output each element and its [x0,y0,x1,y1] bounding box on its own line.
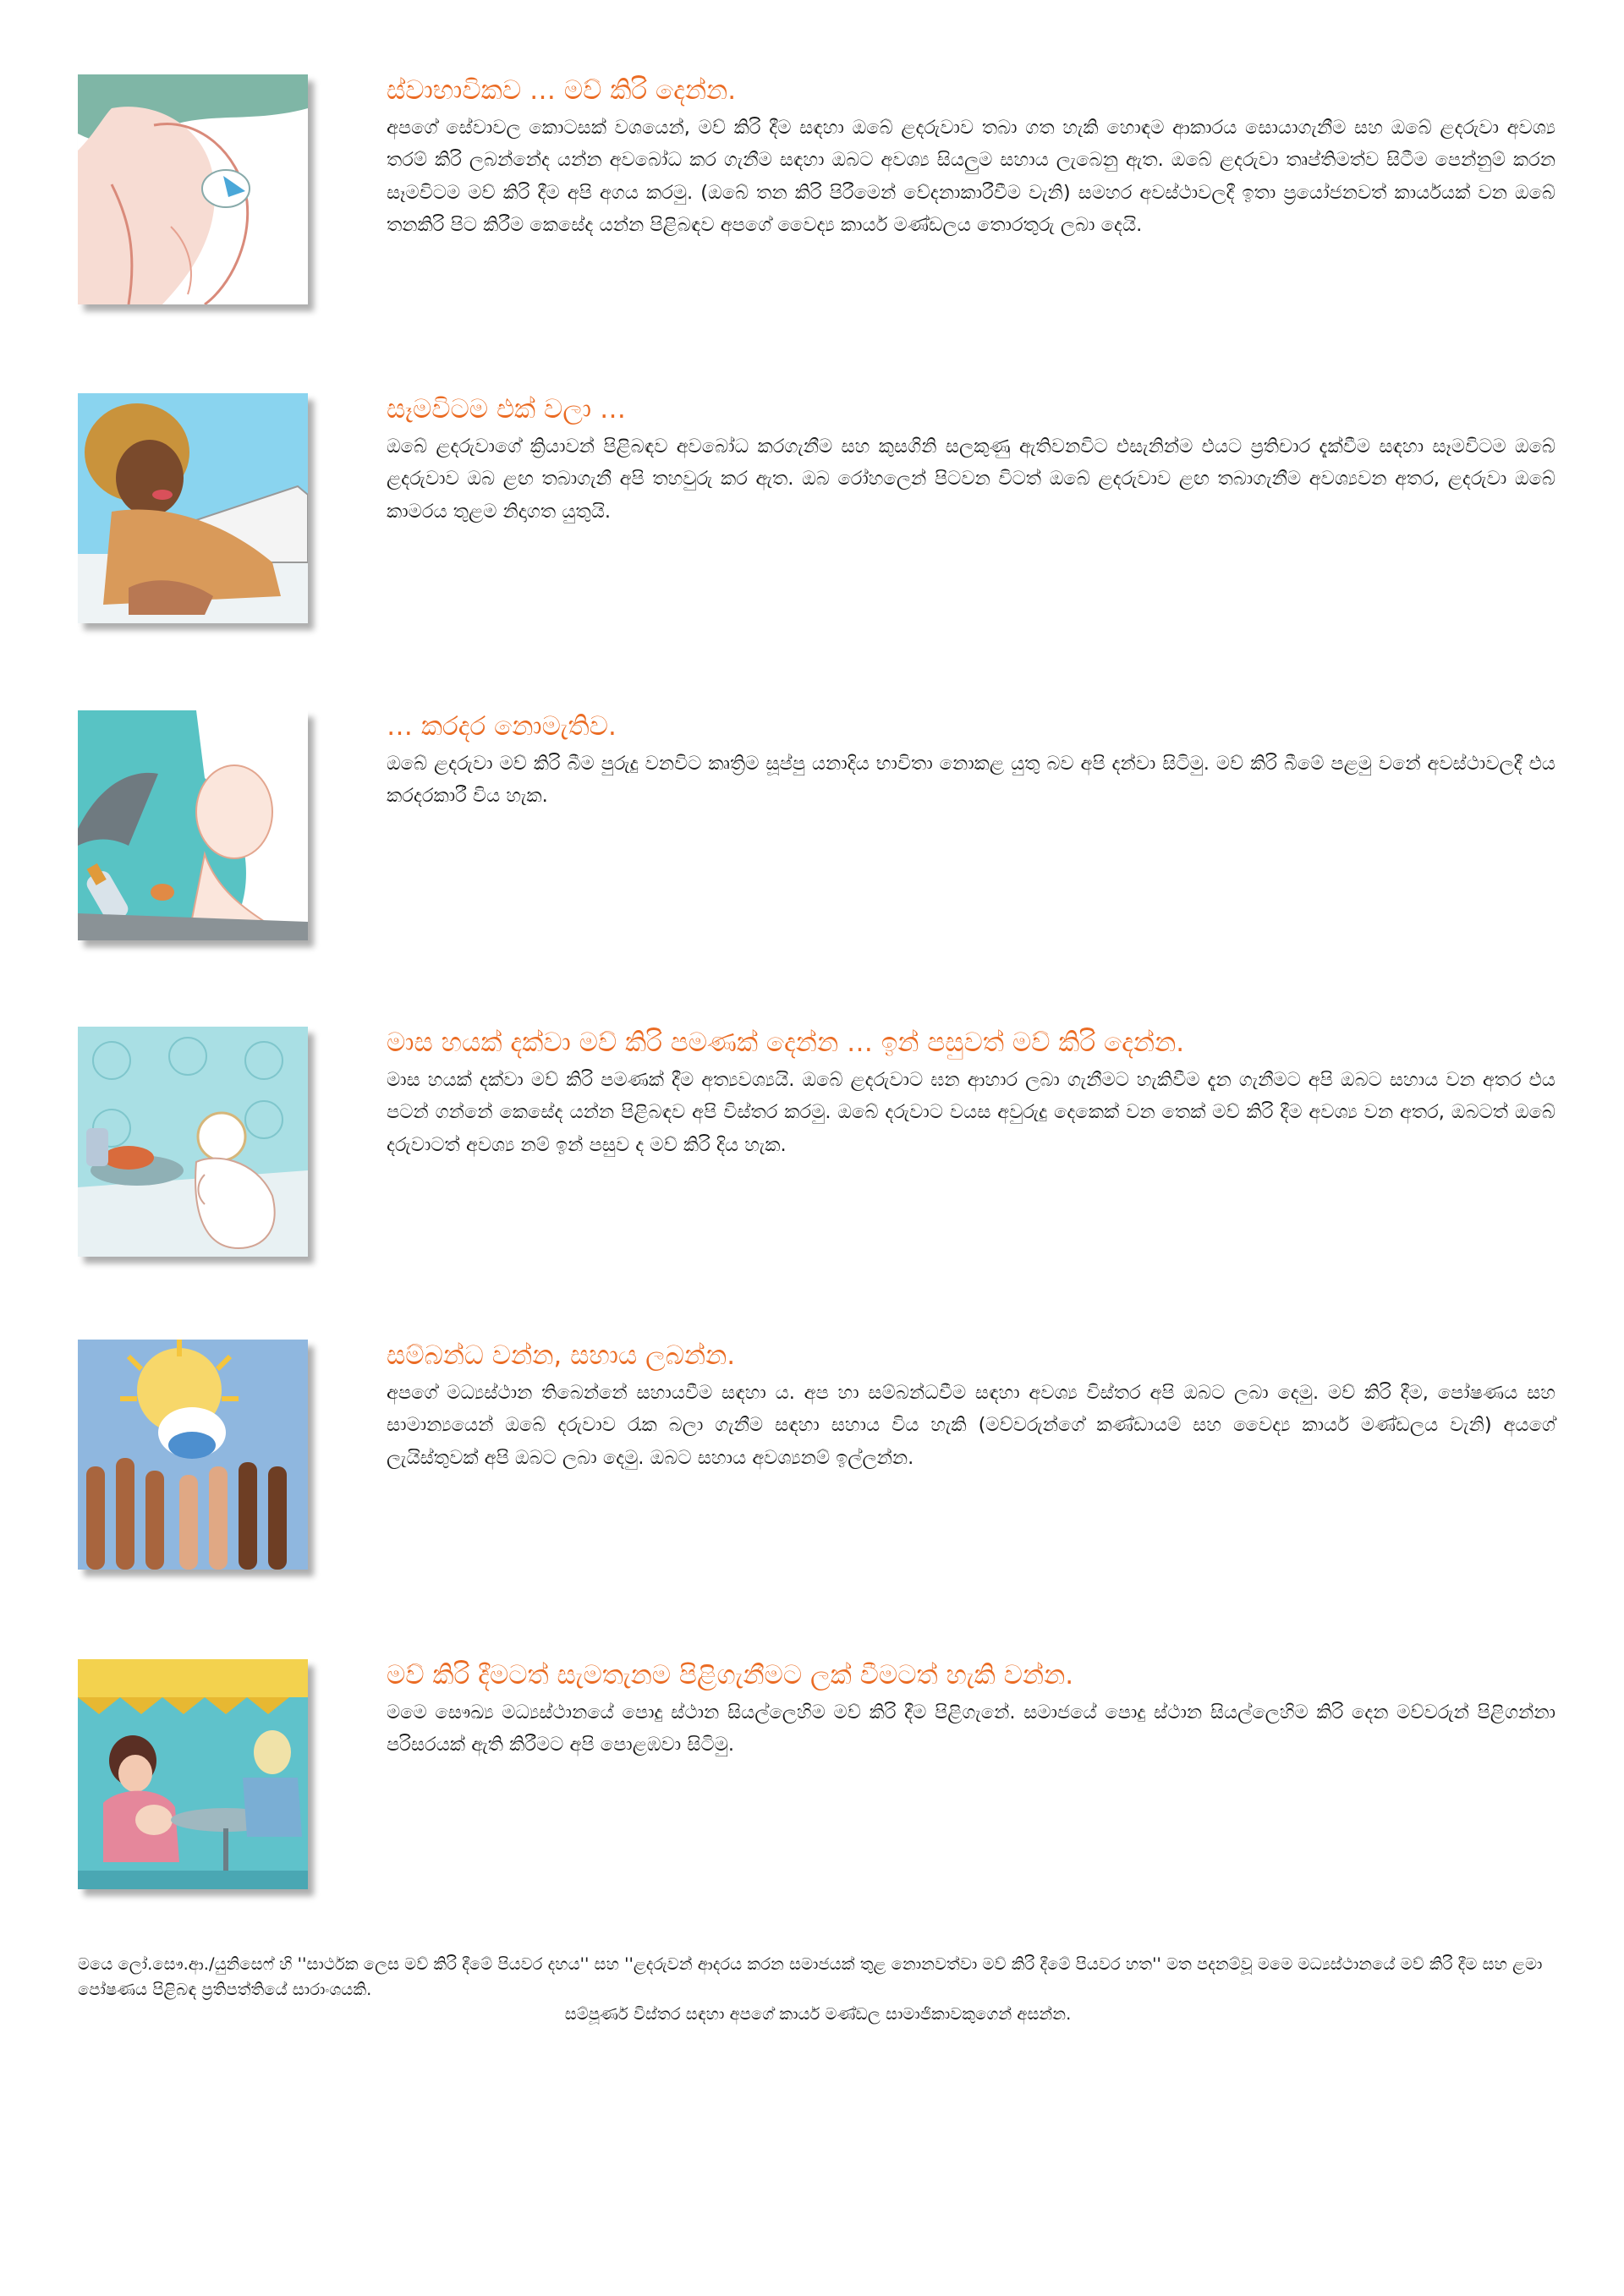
section-body: මාස හයක් දක්වා මව් කිරි පමණක් දීම අත්‍යවශ්‍යයි. ඔබේ ළදරුවාට ඝන ආහාර ලබා ගැනීමට හැකිවීම දැන ගැනීමට අපි ඔබට සහාය වන අතර එය පටන් ගන්නේ කෙසේද යන්න පිළිබඳව අපි විස්තර කරමු. ඔබේ දරුවාට වයස අවුරුදු දෙකෙක් වන තෙක් මව් කිරි දීම අවශ්‍ය වන අතර, ඔබටත් ඔබේ දරුවාටත් අවශ්‍ය නම් ඉන් පසුව ද මව් කිරි දිය හැක. [387,1069,1555,1156]
section-body: අපගේ සේවාවල කොටසක් වශයෙන්, මව් කිරි දීම සඳහා ඔබේ ළදරුවාව තබා ගත හැකි හොඳම ආකාරය සොයාගැනීම සහ ඔබේ ළදරුවා අවශ්‍ය තරම් කිරි ලබන්නේද යන්න අවබෝධ කර ගැනීම සඳහා ඔබට අවශ්‍ය සියලුම සහාය ලැබෙනු ඇත. ඔබේ ළදරුවා තෘප්තිමත්ව සිටීම පෙන්නුම් කරන සෑමවිටම මව් කිරි දීම අපි අගය කරමු. (ඔබේ තන කිරි පිරීමෙන් වේදනාකාරීවීම වැනි) සමහර අවස්ථාවලදී ඉතා ප්‍රයෝජනවත් කාර්යයක් වන ඔබේ තනකිරි පිට කිරීම කෙසේද යන්න පිළිබඳව අපගේ වෛද්‍ය කාර්ය මණ්ඩලය තොරතුරු ලබා දෙයි. [387,117,1555,237]
section-text [387,1659,1555,1762]
section-title: සෑමවිටම එක් වලා … [387,394,626,425]
breastfeeding-illustration [78,74,308,304]
baby-solid-food-illustration [78,1027,308,1257]
section-title: … කරදර නොමැතිව. [387,711,617,742]
section-title: මාස හයක් දක්වා මව් කිරි පමණක් දෙන්න … ඉන් පසුවත් මව් කිරි දෙන්න. [387,1027,1185,1058]
community-support-illustration [78,1340,308,1570]
baby-bottle-illustration [78,710,308,940]
section-text [387,710,1555,813]
mother-sleeping-illustration [78,393,308,623]
section-text [387,393,1555,528]
section-text [387,1340,1555,1474]
section-body: ඔබේ ළදරුවාගේ ක්‍රියාවන් පිළිබඳව අවබෝධ කරගැනීම සහ කුසගිනි සලකුණු ඇතිවනවිට එසැනින්ම එයට ප්‍රතිචාර දැක්වීම සඳහා සෑමවිටම ඔබේ ළදරුවාව ඔබ ළඟ තබාගැනී අපි තහවුරු කර ඇත. ඔබ රෝහලෙන් පිටවන විටත් ඔබේ ළදරුවාව ළඟ තබාගැනීම අවශ්‍යවන අතර, ළදරුවා ඔබේ කාමරය තුළම නිදාගත යුතුයි. [387,436,1555,523]
cafe-breastfeeding-illustration [78,1659,308,1889]
section-title: මව් කිරි දීමටත් සැමතැනම පිළිගැනීමට ලක් වීමටත් හැකි වන්න. [387,1660,1074,1690]
section-title: ස්වාභාවිකව … මව් කිරි දෙන්න. [387,75,737,106]
section-body: මමෙ සෞඛ්‍ය මධ්‍යස්ථානයේ පොදු ස්ථාන සියල්ලෙහිම මව් කිරි දීම පිළිගැනේ. සමාජයේ පොදු ස්ථාන සියල්ලෙහිම කිරි දෙන මව්වරුන් පිළිගන්නා පරිසරයක් ඇති කිරීමට අපි පොළඹවා සිටිමු. [387,1701,1555,1756]
section-text [387,74,1555,242]
footnote [78,1952,1558,2027]
section-title: සම්බන්ධ වන්න, සහාය ලබන්න. [387,1340,736,1371]
section-body: ඔබේ ළදරුවා මව් කිරි බීම පුරුදු වනවිට කෘත්‍රිම සූප්පු යනාදිය භාවිතා නොකළ යුතු බව අපි දන්වා සිටිමු. මව් කිරි බීමේ පළමු වනේ අවස්ථාවලදී එය කරදරකාරී විය හැක. [387,753,1555,808]
section-text [387,1027,1555,1161]
footnote-ask-staff: සම්පූර්ණ විස්තර සඳහා අපගේ කාර්ය මණ්ඩල සාමාජිකාවකුගෙන් අසන්න. [564,2004,1072,2024]
footnote-policy-summary: මයෙ ලෝ.සෞ.ආ./යුනිසෙෆ් හි ''සාර්ථක ලෙස මව් කිරි දීමේ පියවර දහය'' සහ ''ළදරුවන් ආදරය කරන සමාජයක් තුළ නොනවත්වා මව් කිරි දීමේ පියවර හත'' මත පදනම්වූ මමෙ මධ්‍යස්ථානයේ මව් කිරි දීම සහ ළමා පෝෂණය පිළිබඳ ප්‍රතිපත්තියේ සාරාංශයකි. [78,1954,1543,1999]
section-body: අපගේ මධ්‍යස්ථාන තිබෙන්නේ සහායවීම සඳහා ය. අප හා සම්බන්ධවීම සඳහා අවශ්‍ය විස්තර අපි ඔබට ලබා දෙමු. මව් කිරි දීම, පෝෂණය සහ සාමාන්‍යයෙන් ඔබේ දරුවාව රැක බලා ගැනීම සඳහා සහාය විය හැකි (මව්වරුන්ගේ කණ්ඩායම් සහ වෛද්‍ය කාර්ය මණ්ඩලය වැනි) අයගේ ලැයිස්තුවක් අපි ඔබට ලබා දෙමු. ඔබට සහාය අවශ්‍යනම් ඉල්ලන්න. [387,1382,1555,1469]
